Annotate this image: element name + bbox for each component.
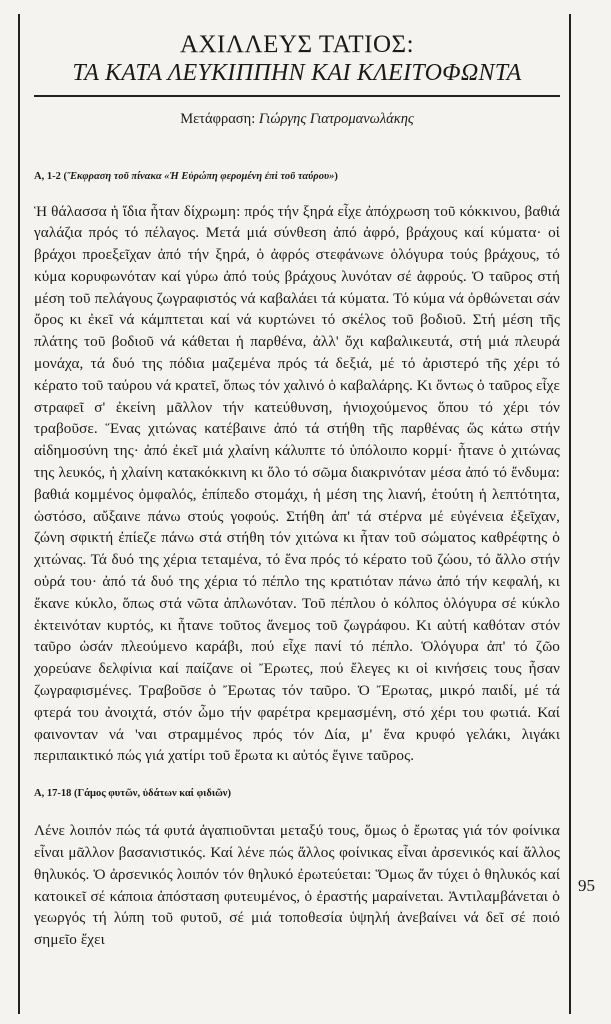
section-2-text: Λένε λοιπόν πώς τά φυτά ἀγαπιοῦνται μεταξύ τους, ὅμως ὁ ἔρωτας γιά τόν φοίνικα εἶναι μᾶλλον βασανιστικός. Καί λένε πώς ἄλλος φοίνικας εἶναι ἀρσενικός καί ἄλλος θηλυκός. Ὁ ἀρσενικός λοιπόν τόν θηλυκό ἐρωτεύεται: Ὅμως ἄν τύχει ὁ θηλυκός καί κατοικεῖ σέ κάποια ἀπόσταση φυτευμένος, ὁ ἐραστής μαραίνεται. Ἀντιλαμβάνεται ὁ γεωργός τή λύπη τοῦ φυτοῦ, σέ μιά τοποθεσία ὑψηλή ἀνεβαίνει νά δεῖ σέ ποιό σημεῖο ἔχει (34, 822, 560, 949)
page-content (34, 30, 560, 951)
translator-credit (34, 110, 560, 128)
section-1-ref: Α, 1-2 ( (34, 170, 67, 182)
title-divider (34, 95, 560, 97)
section-heading-1 (34, 170, 560, 184)
section-heading-2: Α, 17-18 (Γάμος φυτῶν, ὑδάτων καί φιδιῶν) (34, 788, 231, 800)
section-1-text: Ἡ θάλασσα ἡ ἴδια ἦταν δίχρωμη: πρός τήν ξηρά εἶχε ἀπόχρωση τοῦ κόκκινου, βαθιά γαλάζια πρός τό πέλαγος. Μετά μιά σύνθεση ἀπό ἀφρό, βράχους καί κύματα· οἱ βράχοι προεξεῖχαν ἀπό τήν ξηρά, ὁ ἀφρός στεφάνωνε ὁλόγυρα τούς βράχους, τό κύμα κορυφωνόταν καί γύρω ἀπό τούς βράχους λυνόταν σέ ἀφρούς. Ὁ ταῦρος στή μέση τοῦ πελάγους ζωγραφιστός νά καβαλάει τά κύματα. Τό κύμα νά ὀρθώνεται σάν ὄρος κι ἐκεῖ νά κάμπτεται καί νά κυρτώνει τό σκέλος τοῦ βοδιοῦ. Στή μέση τῆς πλάτης τοῦ βοδιοῦ νά κάθεται ἡ παρθένα, ἀλλ' ὄχι καβαλικευτά, στή μιά πλευρά μονάχα, τά δυό της πόδια μαζεμένα πρός τά δεξιά, μέ τό ἀριστερό τῆς χέρι τό κέρατο τοῦ ταύρου νά κρατεῖ, ὅπως τόν χαλινό ὁ καβαλάρης. Κι ὄντως ὁ ταῦρος εἶχε στραφεῖ σ' ἐκείνη μᾶλλον τήν κατεύθυνση, ἡνιοχούμενος ὅπου τό χέρι τόν τραβοῦσε. Ἕνας χιτώνας κατέβαινε ἀπό τά στήθη τῆς παρθένας ὥς κάτω στήν αἰδημοσύνη της· ἀπό ἐκεῖ μιά χλαίνη κάλυπτε τό ὑπόλοιπο κορμί· ἦτανε ὁ χιτώνας της λευκός, ἡ χλαίνη κατακόκκινη κι ὅλο τό σῶμα διακρινόταν μέσα ἀπό τό ἔνδυμα: βαθιά κομμένος ὀμφαλός, ἐπίπεδο στομάχι, ἡ μέση της λιανή, ἐτούτη ἡ λεπτότητα, ὡστόσο, αὔξαινε πάνω στούς γοφούς. Στήθη ἀπ' τά στέρνα μέ εὐγένεια ἐξεῖχαν, ζώνη σφικτή ἐπίεζε πάνω στά στήθη τόν χιτώνα κι ἦταν τοῦ σώματος καθρέφτης ὁ χιτώνας. Τά δυό της χέρια τεταμένα, τό ἕνα πρός τό κέρατο τοῦ ζώου, τό ἄλλο στήν οὐρά του· ἀπό τά δυό της χέρια τό πέπλο της κρατιόταν πάνω ἀπό τήν κεφαλή, κι ἔκανε κύκλο, ὅπως στά νῶτα ἁπλωνόταν. Τοῦ πέπλου ὁ κόλπος ὁλόγυρα σέ κύκλο ἐκτεινόταν κυρτός, κι ἦτανε τοῦτος ἄνεμος τοῦ ζωγράφου. Κι αὐτή καθόταν στόν ταῦρο ὡσάν πλεούμενο καράβι, πού εἶχε πανί τό πέπλο. Ὁλόγυρα ἀπ' τό ζῶο χορεύανε δελφίνια καί παίζανε οἱ Ἔρωτες, πού ἔλεγες κι οἱ κινήσεις τους ἦσαν ζωγραφισμένες. Τραβοῦσε ὁ Ἔρωτας τόν ταῦρο. Ὁ Ἔρωτας, μικρό παιδί, μέ τά φτερά του ἀνοιχτά, στόν ὦμο τήν φαρέτρα κρεμασμένη, στό χέρι του φωτιά. Καί φαινονταν νά 'ναι στραμμένος πρός τόν Δία, μ' ἕνα κρυφό γελάκι, λιγάκι περιπαικτικό πώς γιά χατίρι τοῦ ἔρωτα κι αὐτός ἔγινε ταῦρος. (34, 202, 560, 765)
translator-name: Γιώργης Γιατρομανωλάκης (258, 110, 414, 127)
page-number: 95 (578, 876, 595, 895)
translator-label: Μετάφραση: (180, 110, 259, 127)
title-author: ΑΧΙΛΛΕΥΣ ΤΑΤΙΟΣ: (179, 31, 415, 58)
section-1-note: Ἔκφραση τοῦ πίνακα «Ἡ Εὐρώπη φερομένη ἐπὶ τοῦ ταύρου» (66, 170, 335, 182)
section-1-close: ) (334, 170, 338, 182)
right-margin-rule (569, 14, 571, 1014)
title-work: ΤΑ ΚΑΤΑ ΛΕΥΚΙΠΠΗΝ ΚΑΙ ΚΛΕΙΤΟΦΩΝΤΑ (72, 60, 522, 86)
left-margin-rule (18, 14, 20, 1014)
